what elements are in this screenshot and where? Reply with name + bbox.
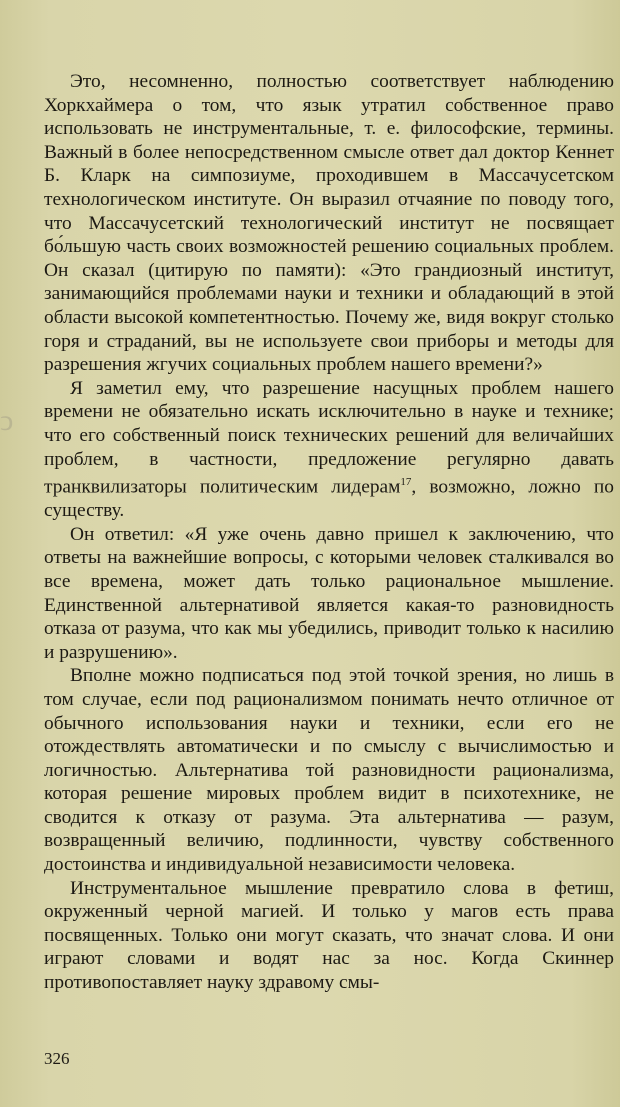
paragraph: Вполне можно подписаться под этой точкой зрения, но лишь в том случае, если под рационализмом понимать нечто отличное от обычного использования науки и техники, если его не отождествлять автоматически и по смыслу с вычислимостью и логичностью. Альтернатива той разновидности рационализма, которая решение мировых проблем видит в психотехнике, не сводится к отказу от разума. Эта альтернатива — разум, возвращенный величию, подлинности, чувству собственного достоинства и индивидуальной независимости человека. xyxy=(44,665,614,876)
margin-smudge: ↄ xyxy=(0,404,14,437)
body-text xyxy=(44,70,614,995)
page-number: 326 xyxy=(44,1049,70,1068)
paragraph: Инструментальное мышление превратило слова в фетиш, окруженный черной магией. И только у магов есть права посвященных. Только они могут сказать, что значат слова. И они играют словами и водят нас за нос. Когда Скиннер противопоставляет науку здравому смы- xyxy=(44,877,614,994)
footnote-marker: 17 xyxy=(400,476,412,489)
paragraph-text: Я заметил ему, что разрешение насущных проблем нашего времени не обязательно искать исключительно в науке и технике; что его собственный поиск технических решений для величайших проблем, в частности, предложение регулярно давать транквилизаторы политическим лидерам xyxy=(44,377,614,498)
paragraph xyxy=(44,377,614,523)
paragraph-text-tail: , возможно, ложно по существу. xyxy=(44,476,614,522)
paragraph: Это, несомненно, полностью соответствует наблюдению Хоркхаймера о том, что язык утратил собственное право использовать не инструментальные, т. е. философские, термины. Важный в более непосредственном смысле ответ дал доктор Кеннет Б. Кларк на симпозиуме, проходившем в Массачусетском технологическом институте. Он выразил отчаяние по поводу того, что Массачусетский технологический институт не посвящает бо́льшую часть своих возможностей решению социальных проблем. Он сказал (цитирую по памяти): «Это грандиозный институт, занимающийся проблемами науки и техники и обладающий в этой области высокой компетентностью. Почему же, видя вокруг столько горя и страданий, вы не используете свои приборы и методы для разрешения жгучих социальных проблем нашего времени?» xyxy=(44,71,614,376)
paragraph: Он ответил: «Я уже очень давно пришел к заключению, что ответы на важнейшие вопросы, с которыми человек сталкивался во все времена, может дать только рациональное мышление. Единственной альтернативой является какая-то разновидность отказа от разума, что как мы убедились, приводит только к насилию и разрушению». xyxy=(44,523,614,663)
